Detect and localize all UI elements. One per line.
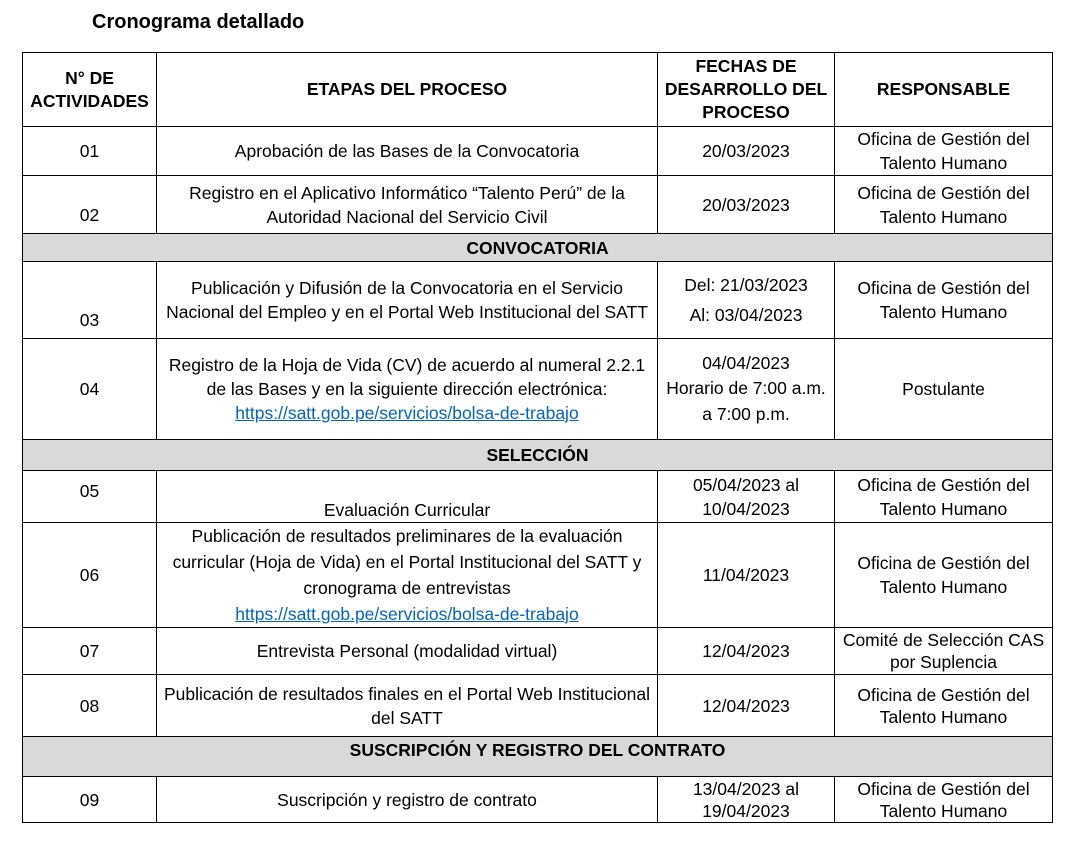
activity-stage <box>157 523 658 628</box>
activity-stage: Registro en el Aplicativo Informático “Talento Perú” de la Autoridad Nacional del Servicio Civil <box>157 176 658 234</box>
section-row <box>23 440 1053 471</box>
section-seleccion: SELECCIÓN <box>23 440 1053 471</box>
activity-number: 07 <box>23 628 157 675</box>
activity-date: 11/04/2023 <box>658 523 835 628</box>
header-responsible: RESPONSABLE <box>835 53 1053 127</box>
activity-stage: Publicación y Difusión de la Convocatoria en el Servicio Nacional del Empleo y en el Portal Web Institucional del SATT <box>157 262 658 339</box>
stage-text: Publicación de resultados preliminares de la evaluación curricular (Hoja de Vida) en el Portal Institucional del SATT y cronograma de entrevistas <box>172 526 642 598</box>
activity-stage: Aprobación de las Bases de la Convocatoria <box>157 127 658 176</box>
bolsa-de-trabajo-link[interactable]: https://satt.gob.pe/servicios/bolsa-de-trabajo <box>235 604 579 624</box>
activity-date: 12/04/2023 <box>658 628 835 675</box>
date-note: Horario de 7:00 a.m. a 7:00 p.m. <box>666 378 826 424</box>
table-row <box>23 262 1053 339</box>
activity-number: 08 <box>23 675 157 737</box>
activity-stage <box>157 339 658 440</box>
activity-number: 02 <box>23 176 157 234</box>
activity-responsible: Oficina de Gestión del Talento Humano <box>835 127 1053 176</box>
activity-stage: Publicación de resultados finales en el Portal Web Institucional del SATT <box>157 675 658 737</box>
activity-number: 06 <box>23 523 157 628</box>
activity-stage: Entrevista Personal (modalidad virtual) <box>157 628 658 675</box>
activity-date-range <box>658 262 835 339</box>
bolsa-de-trabajo-link[interactable]: https://satt.gob.pe/servicios/bolsa-de-trabajo <box>235 403 579 423</box>
activity-responsible: Comité de Selección CAS por Suplencia <box>835 628 1053 675</box>
date-value: 04/04/2023 <box>702 353 790 373</box>
activity-stage: Evaluación Curricular <box>157 471 658 523</box>
activity-number: 04 <box>23 339 157 440</box>
stage-text: Registro de la Hoja de Vida (CV) de acuerdo al numeral 2.2.1 de las Bases y en la siguiente dirección electrónica: <box>168 355 646 399</box>
section-row <box>23 234 1053 262</box>
table-row <box>23 777 1053 823</box>
activity-date: 12/04/2023 <box>658 675 835 737</box>
activity-responsible: Oficina de Gestión del Talento Humano <box>835 471 1053 523</box>
activity-number: 05 <box>23 471 157 523</box>
header-stage: ETAPAS DEL PROCESO <box>157 53 658 127</box>
table-row <box>23 176 1053 234</box>
activity-date: 20/03/2023 <box>658 176 835 234</box>
page-title: Cronograma detallado <box>92 11 305 33</box>
activity-date: 05/04/2023 al 10/04/2023 <box>658 471 835 523</box>
activity-date: 20/03/2023 <box>658 127 835 176</box>
activity-responsible: Oficina de Gestión del Talento Humano <box>835 523 1053 628</box>
date-to: Al: 03/04/2023 <box>689 305 803 325</box>
table-header-row <box>23 53 1053 127</box>
table-row <box>23 523 1053 628</box>
table-row <box>23 339 1053 440</box>
activity-responsible: Oficina de Gestión del Talento Humano <box>835 176 1053 234</box>
section-convocatoria: CONVOCATORIA <box>23 234 1053 262</box>
table-row <box>23 471 1053 523</box>
date-from: Del: 21/03/2023 <box>684 275 808 295</box>
activity-number: 09 <box>23 777 157 823</box>
section-row <box>23 737 1053 777</box>
activity-stage: Suscripción y registro de contrato <box>157 777 658 823</box>
activity-date: 13/04/2023 al 19/04/2023 <box>658 777 835 823</box>
table-row <box>23 127 1053 176</box>
header-dates: FECHAS DE DESARROLLO DEL PROCESO <box>658 53 835 127</box>
activity-responsible: Oficina de Gestión del Talento Humano <box>835 262 1053 339</box>
activity-responsible: Oficina de Gestión del Talento Humano <box>835 675 1053 737</box>
activity-responsible: Postulante <box>835 339 1053 440</box>
section-contrato: SUSCRIPCIÓN Y REGISTRO DEL CONTRATO <box>23 737 1053 777</box>
activity-number: 03 <box>23 262 157 339</box>
schedule-table <box>22 52 1053 823</box>
table-row <box>23 675 1053 737</box>
activity-number: 01 <box>23 127 157 176</box>
activity-responsible: Oficina de Gestión del Talento Humano <box>835 777 1053 823</box>
table-row <box>23 628 1053 675</box>
activity-date <box>658 339 835 440</box>
header-num: N° DE ACTIVIDADES <box>23 53 157 127</box>
